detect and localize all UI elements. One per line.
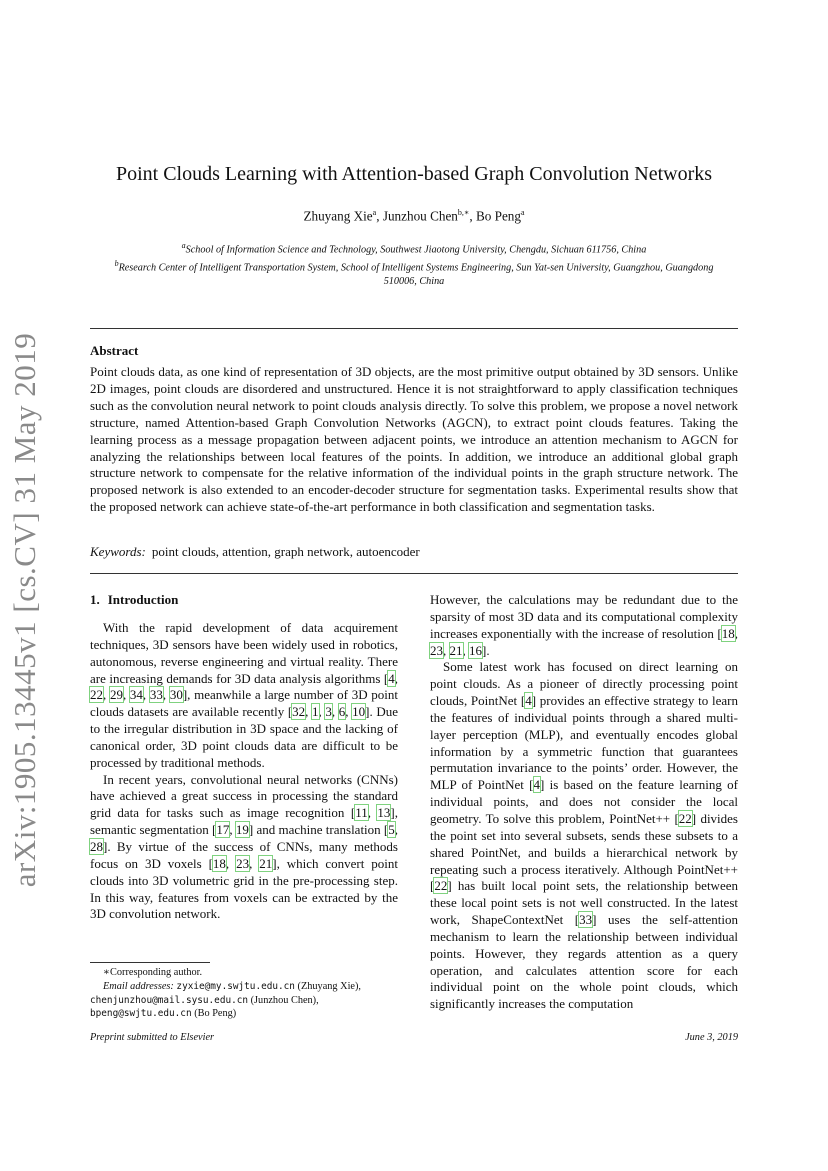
abstract-bottom-rule <box>90 573 738 574</box>
citation-link[interactable]: 22 <box>90 687 103 703</box>
citation-link[interactable]: 22 <box>434 878 448 894</box>
citation-link[interactable]: 4 <box>388 670 395 686</box>
citation-link[interactable]: 13 <box>377 805 391 821</box>
intro-paragraph-1: With the rapid development of data acquirement techniques, 3D sensors have been widely used in robotics, autonomous, reverse engineering and virtual reality. There are increasing demands for 3D data analysis algorithms [4, 22, 29, 34, 33, 30], meanwhile a large number of 3D point clouds datasets are available recently [32, 1, 3, 6, 10]. Due to the irregular distribution in 3D space and the lacking of canonical order, 3D point clouds data are difficult to be processed by traditional methods. <box>90 620 399 770</box>
email-line <box>90 1007 398 1021</box>
citation-link[interactable]: 6 <box>338 704 346 720</box>
email-link[interactable]: chenjunzhou@mail.sysu.edu.cn <box>90 994 249 1006</box>
citation-link[interactable]: 16 <box>469 642 482 658</box>
corresponding-author-note: ∗Corresponding author. <box>103 967 203 978</box>
citation-link[interactable]: 10 <box>352 704 366 720</box>
citation-link[interactable]: 4 <box>525 693 532 709</box>
citation-link[interactable]: 18 <box>721 625 735 641</box>
section-heading <box>90 592 186 608</box>
abstract-text: Point clouds data, as one kind of representation of 3D objects, are the most primitive output obtained by 3D sensors. Unlike 2D images, point clouds are disordered and unstructured. Hence it is not straightforward to apply classification techniques such as the convolution neural network to point clouds analysis directly. To solve this problem, we propose a novel network structure, named Attention-based Graph Convolution Networks (AGCN), to extract point clouds features. Taking the learning process as a message propagation between adjacent points, we introduce an attention mechanism to AGCN for analyzing the relationships between local features of the points. In addition, we introduce an additional global graph structure network to compensate for the relative information of the individual points in the graph structure network. The proposed network is also extended to an encoder-decoder structure for segmentation tasks. Experimental results show that the proposed network can achieve state-of-the-art performance in both classification and segmentation tasks. <box>90 364 738 515</box>
footnote-rule <box>90 962 210 963</box>
citation-link[interactable]: 33 <box>579 912 593 928</box>
citation-link[interactable]: 21 <box>259 855 273 871</box>
email-owner: (Junzhou Chen), <box>250 994 319 1006</box>
email-line <box>90 994 398 1008</box>
keywords-label: Keywords: <box>90 544 146 559</box>
citation-link[interactable]: 1 <box>312 704 319 720</box>
intro-paragraph-3: However, the calculations may be redundant due to the sparsity of most 3D data and its computational complexity increases exponentially with the increase of resolution [18, 23, 21, 16]. <box>430 592 738 658</box>
affiliations: $^a$School of Information Science and Technology, Southwest Jiaotong University, Chengdu, Sichuan 611756, China $^b$Research Center of Intelligent Transportation System, School of Intelligent Systems Engineering, Sun Yat-sen University, Guangzhou, Guangdong 510006, China <box>114 241 714 287</box>
citation-link[interactable]: 21 <box>449 642 463 658</box>
citation-link[interactable]: 28 <box>90 838 103 854</box>
citation-link[interactable]: 17 <box>216 822 230 838</box>
citation-link[interactable]: 33 <box>149 687 163 703</box>
citation-link[interactable]: 32 <box>292 704 306 720</box>
arxiv-sidebar <box>0 332 50 888</box>
paper-title: Point Clouds Learning with Attention-based Graph Convolution Networks <box>115 163 713 185</box>
citation-link[interactable]: 23 <box>236 855 250 871</box>
email-label: Email addresses: <box>103 980 174 992</box>
left-column <box>90 620 398 923</box>
citation-link[interactable]: 23 <box>430 642 443 658</box>
citation-link[interactable]: 11 <box>355 805 368 821</box>
citation-link[interactable]: 29 <box>109 687 123 703</box>
footer-date: June 3, 2019 <box>685 1032 738 1043</box>
citation-link[interactable]: 34 <box>129 687 143 703</box>
email-link[interactable]: zyxie@my.swjtu.edu.cn <box>176 980 295 992</box>
section-number: 1. <box>90 592 100 607</box>
email-link[interactable]: bpeng@swjtu.edu.cn <box>90 1008 192 1020</box>
footer-preprint-note: Preprint submitted to Elsevier <box>90 1032 215 1043</box>
citation-link[interactable]: 4 <box>533 777 540 793</box>
citation-link[interactable]: 5 <box>388 822 395 838</box>
arxiv-identifier: arXiv:1905.13445v1 [cs.CV] 31 May 2019 <box>7 332 42 888</box>
top-rule <box>90 328 738 329</box>
email-owner: (Bo Peng) <box>194 1008 237 1020</box>
section-title: Introduction <box>107 592 179 607</box>
email-line <box>103 980 398 994</box>
citation-link[interactable]: 3 <box>325 704 332 720</box>
email-owner: (Zhuyang Xie), <box>297 980 362 992</box>
footnote <box>90 966 398 1021</box>
citation-link[interactable]: 18 <box>212 855 226 871</box>
right-column <box>430 592 738 1013</box>
abstract-heading: Abstract <box>90 343 139 358</box>
keywords-list: point clouds, attention, graph network, autoencoder <box>151 544 420 559</box>
citation-link[interactable]: 30 <box>169 687 183 703</box>
citation-link[interactable]: 22 <box>678 810 692 826</box>
citation-link[interactable]: 19 <box>235 822 249 838</box>
author-list: Zhuyang Xie$^a$, Junzhou Chen$^{b,∗}$, Bo Peng$^a$ <box>303 208 525 224</box>
intro-paragraph-2: In recent years, convolutional neural networks (CNNs) have achieved a great success in processing the standard grid data for tasks such as image recognition [11, 13], semantic segmentation [17, 19] and machine translation [5, 28]. By virtue of the success of CNNs, many methods focus on 3D voxels [18, 23, 21], which convert point clouds into 3D volumetric grid in the pre-processing step. In this way, features from voxels can be extracted by the 3D convolution network. <box>90 771 399 922</box>
intro-paragraph-4: Some latest work has focused on direct learning on point clouds. As a pioneer of directly processing point clouds, PointNet [4] provides an effective strategy to learn the features of individual points through a shared multi-layer perception (MLP), and eventually encodes global information by a symmetric function that guarantees permutation invariance to the points’ order. However, the MLP of PointNet [4] is based on the feature learning of individual points, and does not consider the local geometry. To solve this problem, PointNet++ [22] divides the point set into several subsets, sends these subsets to a shared PointNet, and builds a hierarchical network by repeating such a process iteratively. Although PointNet++ [22] has built local point sets, the relationship between these local point sets is not well constructed. In the latest work, ShapeContextNet [33] uses the self-attention mechanism to learn the relationship between individual points. However, they regards attention as a query operation, and calculates attention score for each individual point on the whole point clouds, which significantly increases the computation <box>430 659 739 1012</box>
keywords <box>90 544 420 560</box>
